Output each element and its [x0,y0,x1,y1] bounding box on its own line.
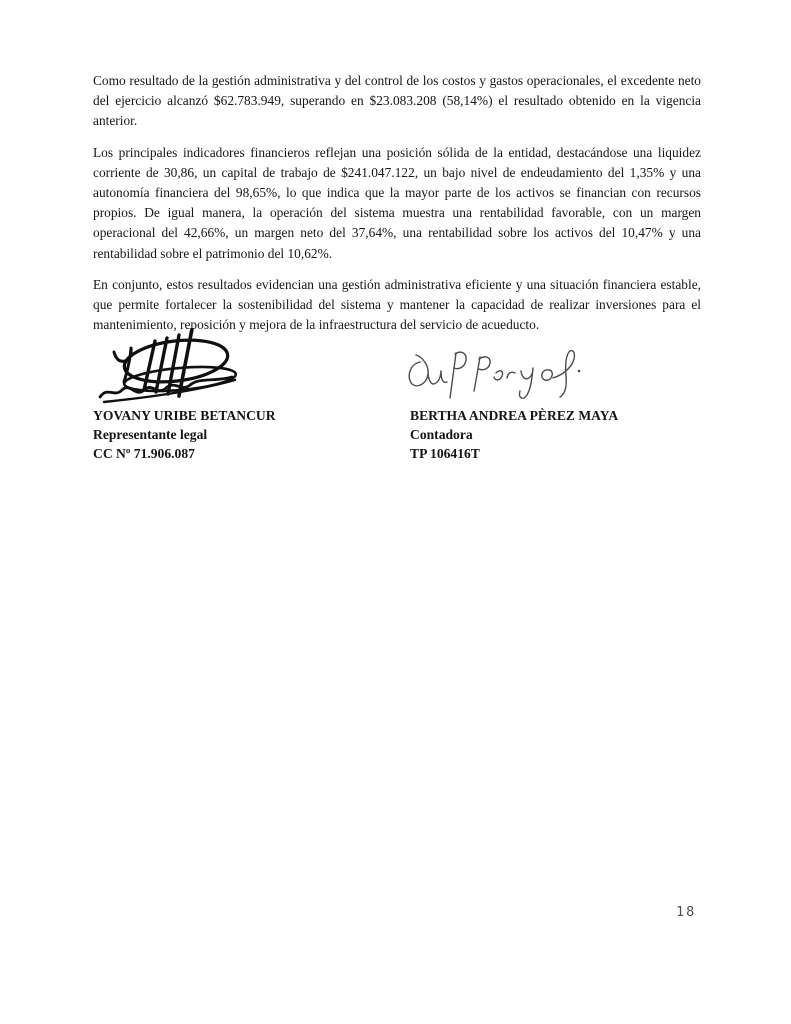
page-number: 18 [676,904,697,920]
signatory-title: Contadora [410,427,473,442]
signature-image-accountant [403,342,587,404]
signatory-block-representative [93,406,410,463]
signatory-name: BERTHA ANDREA PÈREZ MAYA [410,408,619,423]
signatory-name: YOVANY URIBE BETANCUR [93,408,276,423]
signature-blocks [93,406,733,463]
signatory-title: Representante legal [93,427,208,442]
signatory-id: CC Nº 71.906.087 [93,446,195,461]
signatory-id: TP 106416T [410,446,480,461]
paragraph-indicadores-financieros: Los principales indicadores financieros reflejan una posición sólida de la entidad, destacándose una liquidez corriente de 30,86, un capital de trabajo de $241.047.122, un bajo nivel de endeudamiento del 1,35% y una autonomía financiera del 98,65%, lo que indica que la mayor parte de los activos se financian con recursos propios. De igual manera, la operación del sistema muestra una rentabilidad favorable, con un margen operacional del 42,66%, un margen neto del 37,64%, una rentabilidad sobre los activos del 10,47% y una rentabilidad sobre el patrimonio del 10,62%. [93,144,701,261]
paragraph-resultado-excedente: Como resultado de la gestión administrativa y del control de los costos y gastos operacionales, el excedente neto del ejercicio alcanzó $62.783.949, superando en $23.083.208 (58,14%) el resultado obtenido en la vigencia anterior. [93,73,701,129]
signatory-block-accountant [410,406,727,463]
paragraph-conclusion: En conjunto, estos resultados evidencian una gestión administrativa eficiente y una situación financiera estable, que permite fortalecer la sostenibilidad del sistema y mantener la capacidad de realizar inversiones para el mantenimiento, reposición y mejora de la infraestructura del servicio de acueducto. [93,276,701,333]
document-body [93,71,701,346]
signature-image-representative [92,328,244,406]
